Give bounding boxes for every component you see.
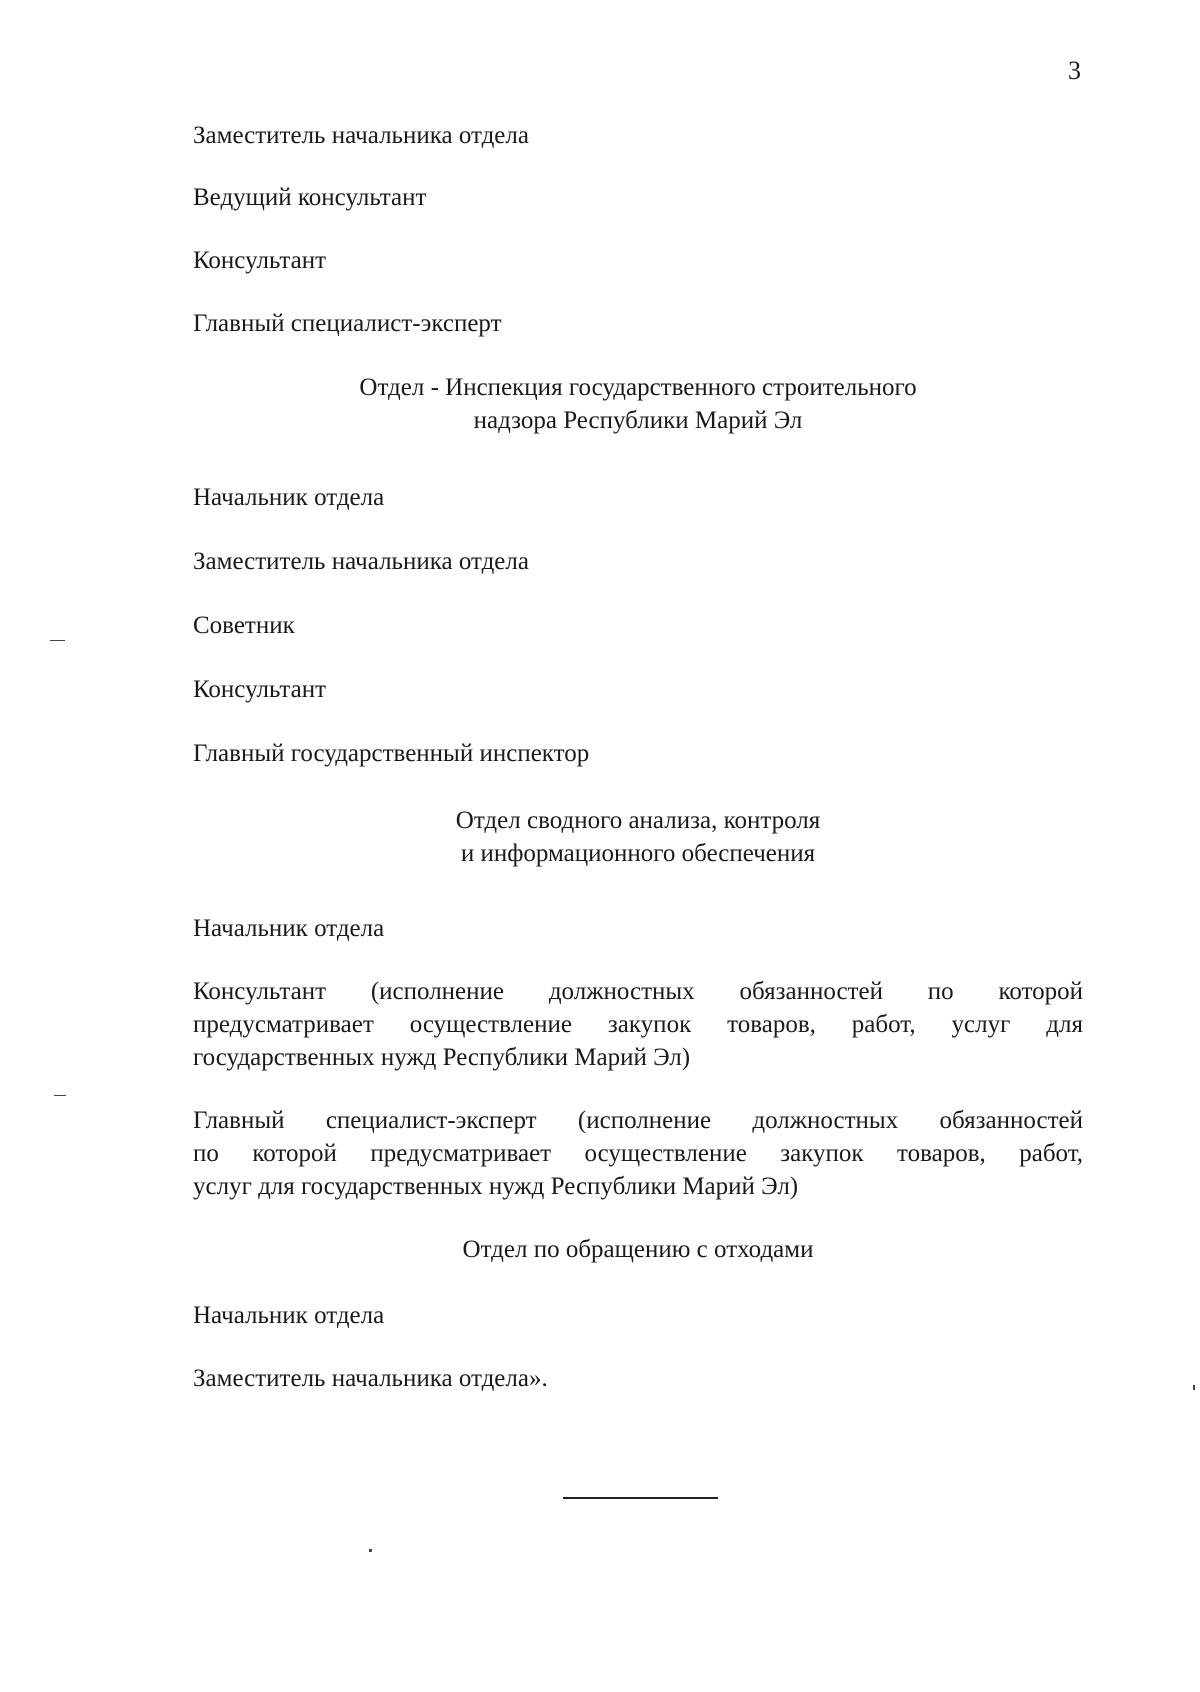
heading-line: Отдел сводного анализа, контроля	[455, 807, 821, 834]
paragraph-line: Главный специалист-эксперт (исполнение должностных обязанностей	[193, 1107, 1083, 1134]
position-line: Заместитель начальника отдела	[193, 122, 529, 149]
scan-mark	[50, 640, 65, 641]
position-line: Начальник отдела	[193, 484, 385, 511]
scan-mark	[54, 1095, 66, 1096]
position-line: Советник	[193, 612, 295, 639]
position-line: Заместитель начальника отдела».	[193, 1365, 548, 1392]
paragraph-line: государственных нужд Республики Марий Эл)	[193, 1044, 691, 1071]
position-line: Начальник отдела	[193, 915, 385, 942]
department-heading	[193, 1233, 1083, 1266]
position-line: Ведущий консультант	[193, 184, 427, 211]
heading-line: и информационного обеспечения	[460, 840, 816, 867]
position-paragraph	[193, 1104, 1083, 1203]
end-divider	[563, 1497, 718, 1499]
position-line: Главный специалист-эксперт	[193, 310, 502, 337]
position-line: Заместитель начальника отдела	[193, 548, 529, 575]
position-line: Главный государственный инспектор	[193, 740, 590, 767]
position-line: Начальник отдела	[193, 1302, 385, 1329]
paragraph-line: Консультант (исполнение должностных обязанностей по которой	[193, 978, 1083, 1005]
heading-line: Отдел - Инспекция государственного строительного	[359, 374, 917, 401]
position-line: Консультант	[193, 247, 327, 274]
page-number: 3	[1068, 56, 1081, 85]
position-paragraph	[193, 975, 1083, 1074]
paragraph-line: по которой предусматривает осуществление закупок товаров, работ,	[193, 1140, 1083, 1167]
department-heading	[193, 804, 1083, 870]
department-heading	[193, 371, 1083, 437]
heading-line: надзора Республики Марий Эл	[473, 407, 803, 434]
heading-line: Отдел по обращению с отходами	[462, 1236, 814, 1263]
paragraph-line: услуг для государственных нужд Республики Марий Эл)	[193, 1173, 799, 1200]
scan-mark	[1193, 1385, 1195, 1390]
position-line: Консультант	[193, 676, 327, 703]
scan-mark	[369, 1549, 372, 1552]
paragraph-line: предусматривает осуществление закупок товаров, работ, услуг для	[193, 1011, 1083, 1038]
